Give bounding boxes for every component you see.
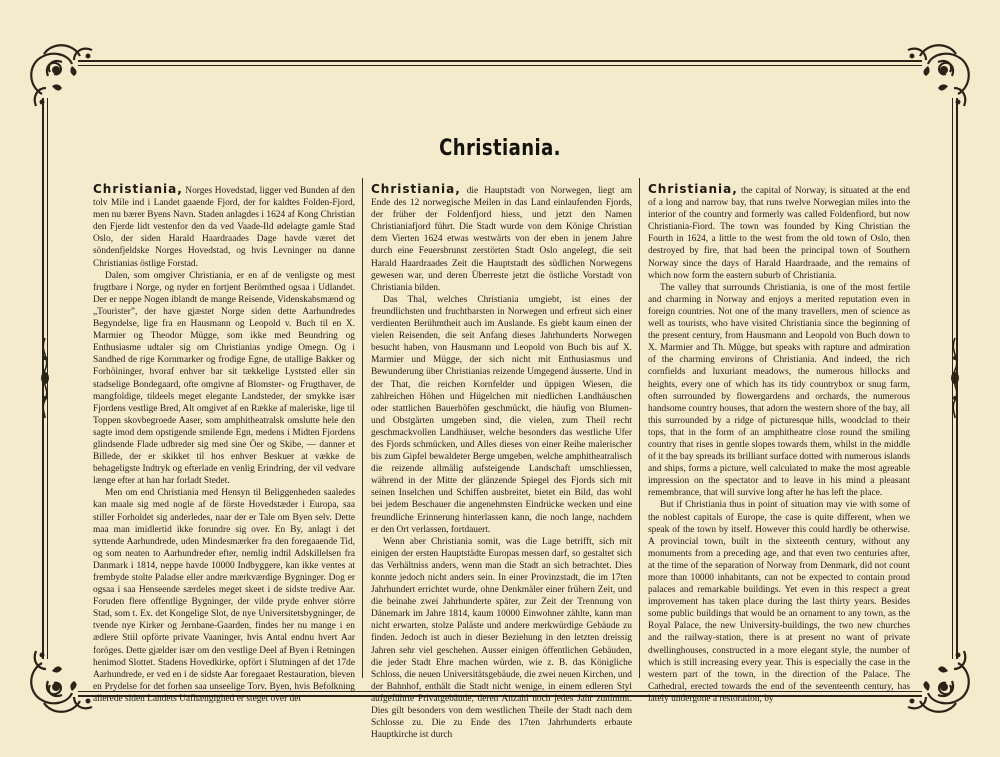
corner-ornament-bottom-left-icon xyxy=(22,641,102,721)
page-title: Christiania. xyxy=(439,136,561,161)
column-english xyxy=(648,182,910,704)
column-divider xyxy=(362,178,363,678)
paragraph: Christiania, die Hauptstadt von Norwegen, liegt am Ende des 12 norwegische Meilen in das Land einlaufenden Fjords, der früher der Foldenfjord hiess, und jetzt den Namen Christianiafjord führt. Die Stadt wurde von dem Könige Christian dem Vierten 1624 etwas westwärts von der eben in jenem Jahre durch eine Feuersbrunst zerstörten Stadt Oslo angelegt, die seit Harald Haardraades Zeit die Hauptstadt des südlichen Norwegens gewesen war, und deren Überreste jetzt die östliche Vorstadt von Christiania bilden. xyxy=(371,182,632,293)
corner-ornament-top-left-icon xyxy=(22,36,102,116)
side-ornament-left-icon xyxy=(37,338,53,418)
paragraph: Christiania, the capital of Norway, is situated at the end of a long and narrow bay, that runs twelve Norwegian miles into the interior of the country and formerly was called Foldenfiord, but now Christiania-Fiord. The town was founded by King Christian the Fourth in 1624, a little to the west from the old town of Oslo, then destroyed by fire, that had been the principal town of Southern Norway since the days of Harald Haardraade, and the remains of which now form the eastern suburb of Christiania. xyxy=(648,182,910,281)
column-german xyxy=(371,182,632,741)
lead-word: Christiania, xyxy=(371,182,461,196)
corner-ornament-bottom-right-icon xyxy=(898,641,978,721)
corner-ornament-top-right-icon xyxy=(898,36,978,116)
paragraph: Dalen, som omgiver Christiania, er en af de venligste og mest frugtbare i Norge, og nyder en fortjent Berömthed ogsaa i Udlandet. Der er neppe Nogen iblandt de mange Reisende, Videnskabsmænd og „Touristerˮ, der have gjæstet Norge siden dette Aarhundredes Begyndelse, lige fra en Hausmann og Leopold v. Buch til en X. Marmier og Theodor Mügge, som ikke med Beundring og Enthusiasme udtaler sig om Christianias yndige Omegn. Og i Sandhed de rige Kornmarker og frodige Egne, de utallige Bakker og Forhöininger, hvoraf enhver bar sit tækkelige Lyststed eller sin stadselige Bondegaard, ofte omgivne af Blomster- og Frugthaver, de mangfoldige, tildeels meget elegante Landsteder, der smykke især Fjordens vestlige Bred, Alt omgivet af en Række af maleriske, lige til Toppen skovbegroede Aaser, som amphitheatralsk omslutte hele den sagte imod dem opstigende smilende Egn, medens i Midten Fjordens glindsende Flade udbreder sig med sine Öer og Skibe, — danner et Billede, der er skikket til hos enhver Beskuer at vække de behageligste Indtryk og efterlade en venlig Erindring, der vil vedvare længe efter at han har forladt Stedet. xyxy=(93,270,355,487)
side-ornament-right-icon xyxy=(947,338,963,418)
lead-word: Christiania, xyxy=(93,182,183,196)
paragraph: Men om end Christiania med Hensyn til Beliggenheden saaledes kan maale sig med nogle af de förste Hovedstæder i Europa, saa stiller Forholdet sig anderledes, naar der er Tale om Byen selv. Dette maa man imidlertid ikke forundre sig over. En By, anlagt i det syttende Aarhundrede, uden Mindesmærker fra den foregaaende Tid, og som neaten to Aarhundreder efter, nemlig indtil Adskillelsen fra Danmark i 1814, neppe havde 10000 Indbyggere, kan ikke ventes at frembyde stolte Paladse eller andre mærkværdige Bygninger. Dog er ogsaa i saa Henseende særdeles meget skeet i de sidste tredive Aar. Foruden flere offentlige Bygninger, der vilde pryde enhver större Stad, som t. Ex. det Kongelige Slot, de nye Universitetsbygninger, de tvende nye Kirker og Jernbane-Gaarden, findes her nu mange i en ædlere Stiil opförte private Vaaninger, hvis Antal endnu hvert Aar foröges. Dette gjælder især om den vestlige Deel af Byen i Retningen henimod Slottet. Stadens Hovedkirke, opfört i Slutningen af det 17de Aarhundrede, er ved en i de sidste Aar foregaaet Restauration, bleven en Prydelse for det forhen saa unseelige Torv. Byen, hvis Befolkning allerede siden Landets Uafhængighed er steget over det xyxy=(93,488,355,704)
paragraph: Das Thal, welches Christiania umgiebt, ist eines der freundlichsten und fruchtbarsten in Norwegen und erfreut sich einer verdienten Berühmtheit auch im Auslande. Es giebt kaum einen der vielen Reisenden, die seit Anfang dieses Jahrhunderts Norwegen besucht haben, von Hausmann und Leopold von Buch bis auf X. Marmier und Mügge, der sich nicht mit Enthusiasmus und Bewunderung über Christianias reizende Umgegend äusserte. Und in der That, die reichen Kornfelder und üppigen Wiesen, die zahlreichen Höhen und Hügelchen mit niedlichen Landhäuschen oder stattlichen Bauerhöfen geschmückt, die häufig von Blumen- und Obstgärten umgeben sind, die vielen, zum Theil recht geschmackvollen Landhäuser, welche besonders das westliche Ufer des Fjords schmücken, und Alles dieses von einer Reihe malerischer bis zum Gipfel bewaldeter Berge umgeben, welche amphitheatralisch die reizende allmälig aufsteigende Landschaft umschliessen, während in der Mitte der glänzende Spiegel des Fjords sich mit seinen Inselchen und Schiffen ausbreitet, bietet ein Bild, das wohl bei jedem Beschauer die angenehmsten Eindrücke wecken und eine freundliche Erinnerung hinterlassen kann, die noch lange, nachdem er den Ort verlassen, fortdauert. xyxy=(371,294,632,535)
paragraph: Christiania, Norges Hovedstad, ligger ved Bunden af den tolv Mile ind i Landet gaaende Fjord, der for kaldtes Folden-Fjord, men nu bærer Byens Navn. Staden anlagdes i 1624 af Kong Christian den Fjerde lidt vestenfor den da ved Vaade-Ild ødelagte gamle Stad Oslo, der siden Harald Haardraades Dage havde været det söndenfjeldske Norges Hovedstad, og hvis Levninger nu danne Christianias östlige Forstad. xyxy=(93,182,355,269)
lead-word: Christiania, xyxy=(648,182,738,196)
paragraph: But if Christiania thus in point of situation may vie with some of the noblest capitals of Europe, the case is quite different, when we speak of the town by itself. However this could hardly be otherwise. A provincial town, built in the sixteenth century, without any monuments from a preceding age, and that even two centuries after, at the time of the separation of Norway from Denmark, did not count more than 10000 inhabitants, can not be expected to contain proud palaces and remarkable buildings. Yet even in this respect a great improvement has taken place during the last thirty years. Besides some public buildings that would be an ornament to any town, as the Royal Palace, the new University-buildings, the two new churches and the railway-station, there is at present no want of private dwellinghouses, constructed in a more elegant style, the number of which is still increasing every year. This is especially the case in the western part of the town, in the direction of the Palace. The Cathedral, erected towards the end of the seventeenth century, has lately undergone a restoration, by xyxy=(648,500,910,704)
border-top-outer xyxy=(78,60,922,62)
column-danish xyxy=(93,182,355,704)
paragraph: The valley that surrounds Christiania, is one of the most fertile and charming in Norway and enjoys a merited reputation even in foreign countries. Not one of the many travellers, men of science as well as tourists, who have visited Christiania since the beginning of the present century, from Hausmann and Leopold von Buch down to X. Marmier and Th. Mügge, but speaks with rapture and admiration of the charming environs of Christiania. And indeed, the rich cornfields and luxuriant meadows, the numerous hillocks and heights, every one of which has its tidy countrybox or snug farm, often surrounded by flowergardens and orchards, the numerous handsome country houses, that adorn the western shore of the bay, all this surrounded by a ridge of picturesque hills, woodclad to their tops, that in the form of an amphitheatre close round the smiling country that rises in gentle slopes towards them, whilst in the middle of it the bay spreads its brilliant surface dotted with numerous islands and ships, forms a picture, well calculated to make the most agreable impression on the spectator and to leave in his mind a pleasant remembrance, that will survive long after he has left the place. xyxy=(648,282,910,499)
border-top-inner xyxy=(78,65,922,66)
column-divider xyxy=(639,178,640,678)
paragraph: Wenn aber Christiania somit, was die Lage betrifft, sich mit einigen der ersten Hauptstädte Europas messen darf, so gestaltet sich das Verhältniss anders, wenn man die Stadt an sich betrachtet. Dies konnte jedoch nicht anders sein. In einer Provinzstadt, die im 17ten Jahrhundert errichtet wurde, ohne Denkmäler einer frühern Zeit, und die beinahe zwei Jahrhunderte später, zur Zeit der Trennung von Dänemark im Jahre 1814, kaum 10000 Einwohner zählte, kann man nicht erwarten, stolze Paläste und andere merkwürdige Gebäude zu finden. Jedoch ist auch in dieser Beziehung in den letzten dreissig Jahren sehr viel geschehen. Ausser einigen öffentlichen Gebäuden, die jeder Stadt Ehre machen würden, wie z. B. das Königliche Schloss, die neuen Universitätsgebäude, die zwei neuen Kirchen, und der Bahnhof, enthält die Stadt nicht wenige, in einem edleren Styl aufgeführte Privatgebäude, deren Anzahl noch jedes Jahr zunimmt. Dies gilt besonders von dem westlichen Theile der Stadt nach dem Schlosse zu. Die zu Ende des 17ten Jahrhunderts erbaute Hauptkirche ist durch xyxy=(371,536,632,741)
